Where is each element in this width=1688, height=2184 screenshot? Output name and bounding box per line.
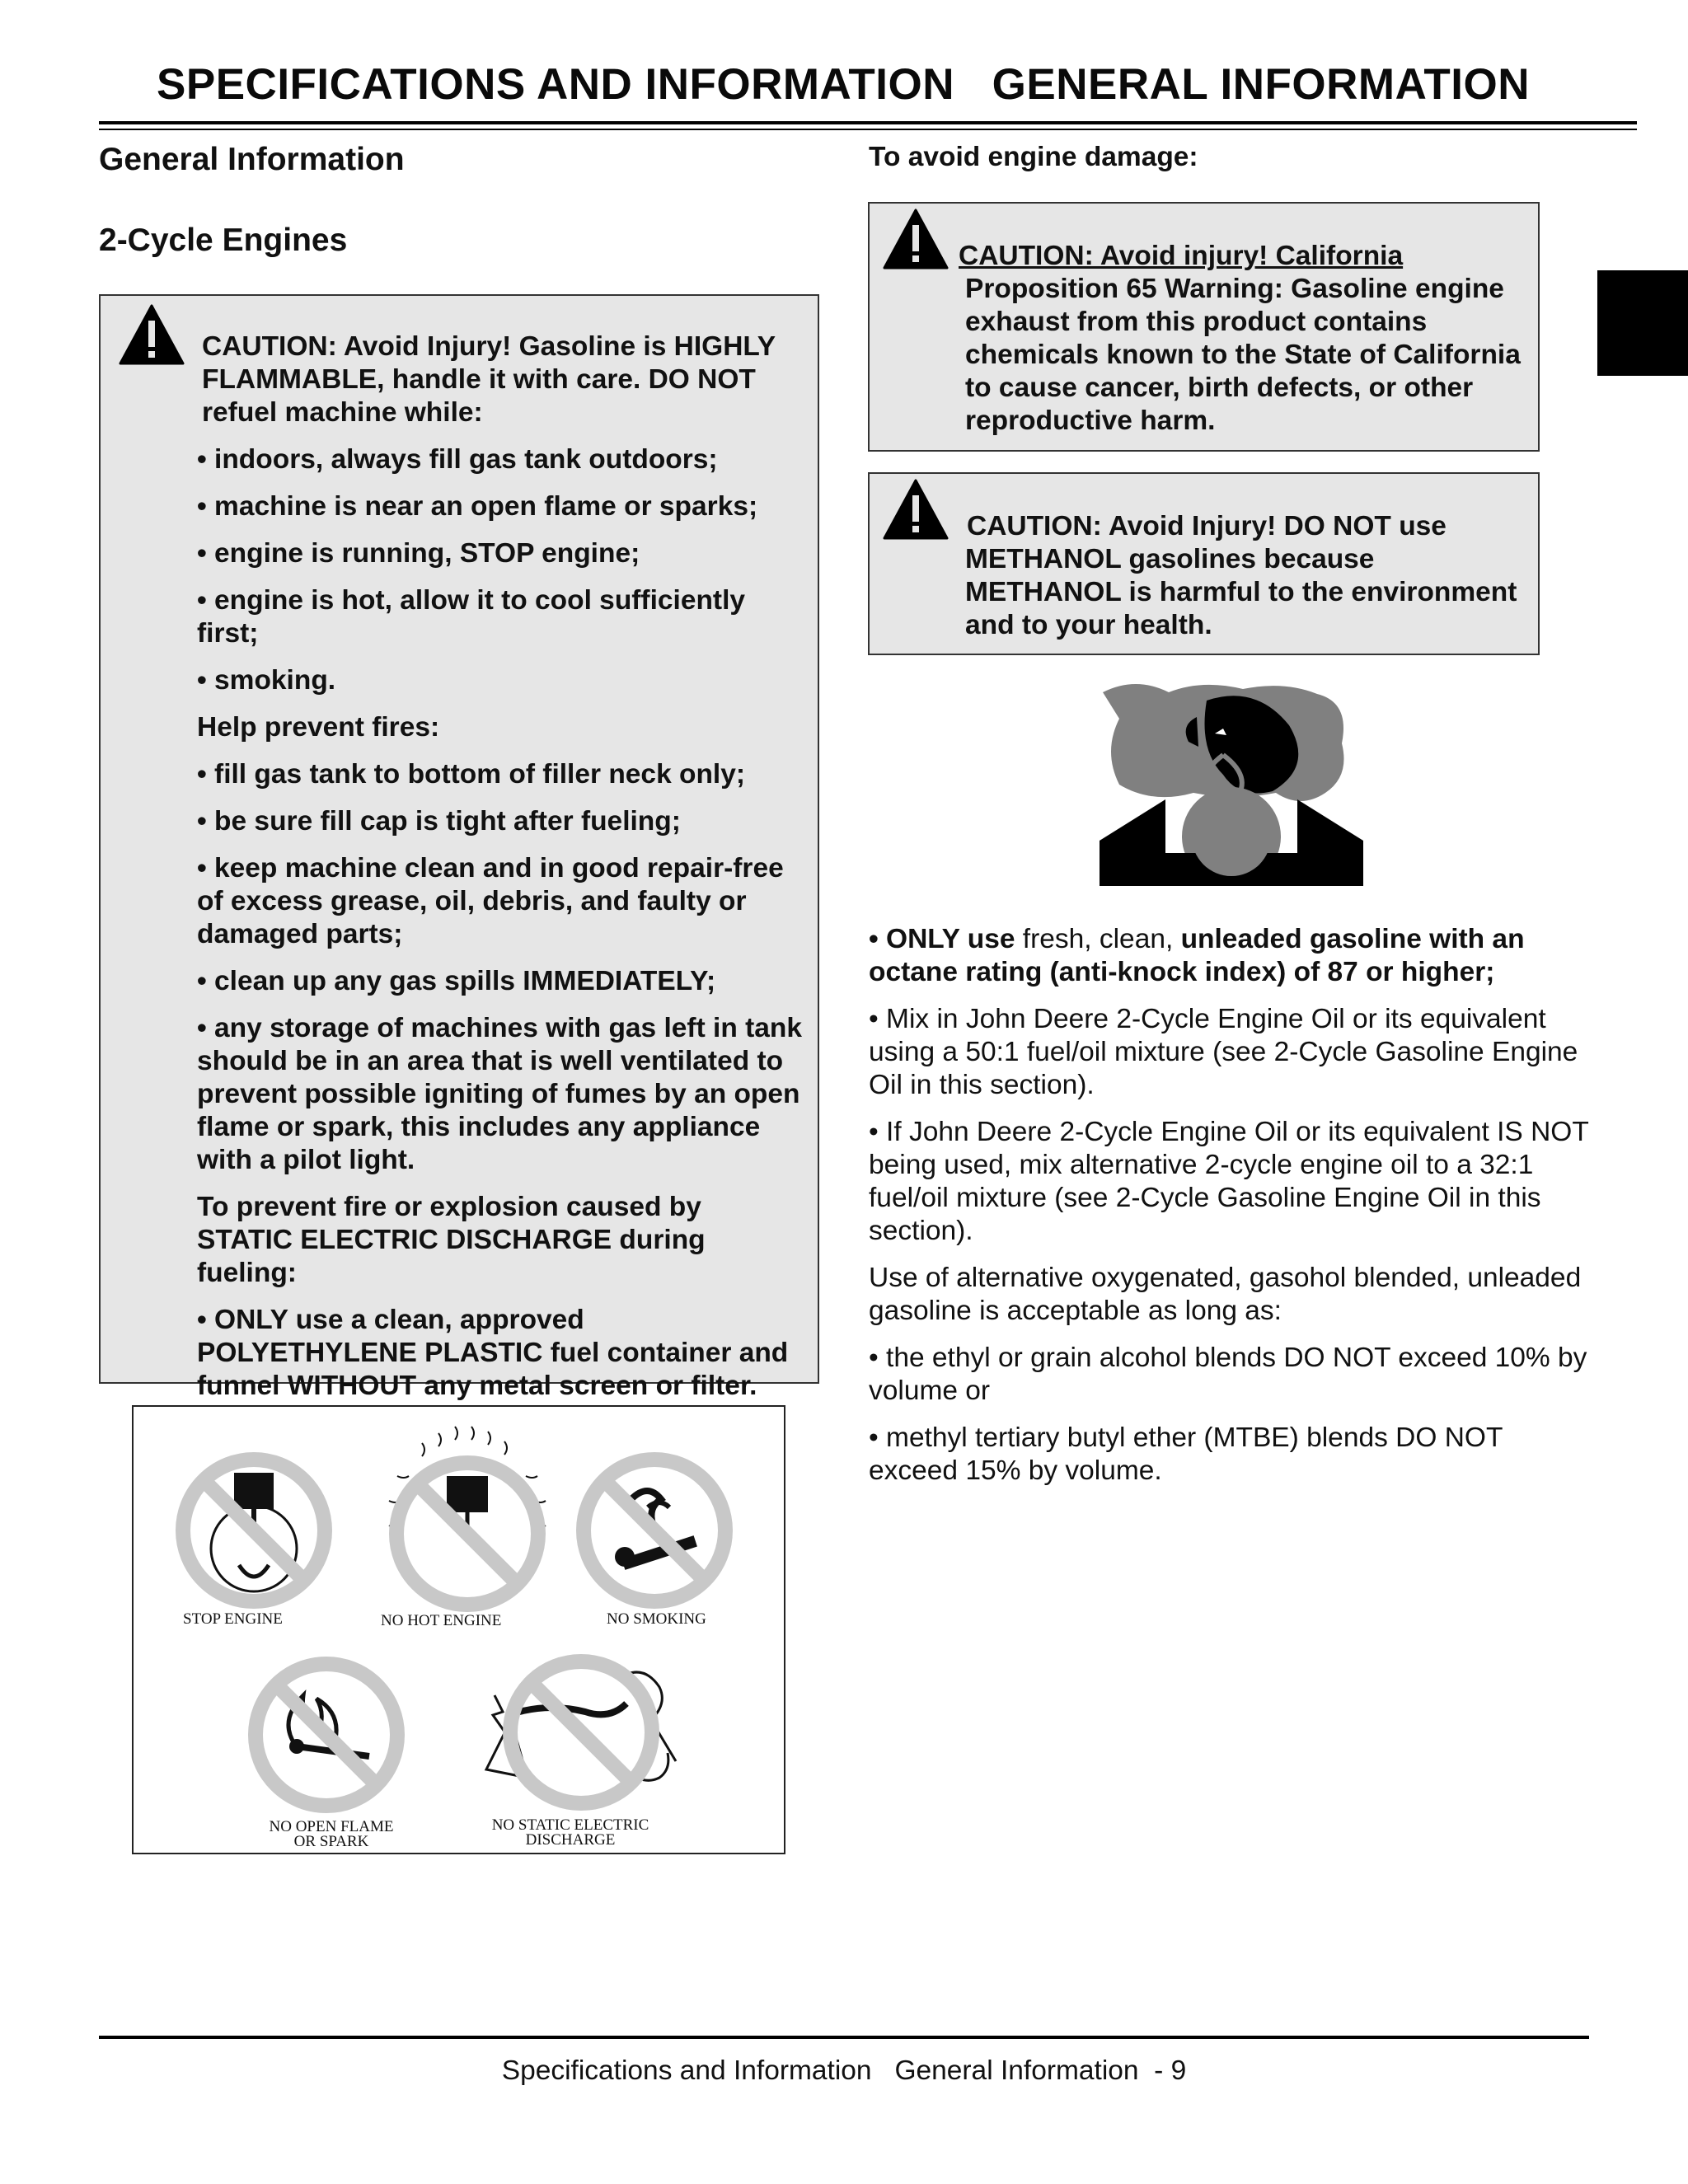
no-open-flame-label: NO OPEN FLAME — [269, 1818, 394, 1835]
static-discharge-label: To prevent fire or explosion caused by STATIC ELECTRIC DISCHARGE during fueling: — [197, 1192, 706, 1288]
section-tab-marker — [1597, 270, 1688, 376]
list-item: • be sure fill cap is tight after fueling; — [197, 806, 681, 837]
list-item: • clean up any gas spills IMMEDIATELY; — [197, 966, 716, 996]
list-item: • engine is hot, allow it to cool sufficiently first; — [197, 585, 746, 649]
bullet: • — [869, 924, 887, 954]
no-smoking-icon — [574, 1450, 735, 1611]
section-heading: General Information — [99, 142, 405, 177]
no-static-label: NO STATIC ELECTRIC — [491, 1816, 649, 1834]
no-hot-engine-icon — [373, 1418, 562, 1613]
caution-heading: CAUTION: Avoid Injury! DO NOT use — [967, 511, 1447, 541]
warning-icon — [883, 479, 949, 540]
page-footer: Specifications and Information General Information - 9 — [501, 2055, 1187, 2086]
caution-lead-text: CAUTION: Avoid Injury! Gasoline is HIGHLY FLAMMABLE, handle it with care. DO NOT refuel machine while: — [202, 331, 776, 428]
no-static-label-2: DISCHARGE — [525, 1831, 616, 1849]
warning-icon — [883, 209, 949, 269]
fuel-requirements-list — [869, 923, 1594, 1502]
only-use-text: ONLY use — [886, 924, 1015, 954]
no-static-discharge-icon — [462, 1646, 701, 1819]
warning-icon — [119, 304, 185, 365]
no-open-flame-icon — [246, 1654, 407, 1816]
fresh-clean-text: fresh, clean, — [1015, 924, 1181, 954]
no-hot-engine-label: NO HOT ENGINE — [381, 1612, 502, 1629]
caution-heading: CAUTION: Avoid injury! California — [959, 241, 1404, 271]
octane-text: unleaded gasoline with an octane rating (anti-knock index) of 87 or higher; — [869, 924, 1525, 987]
header-rule-thin — [99, 129, 1637, 130]
no-smoking-label: NO SMOKING — [607, 1610, 706, 1628]
caution-body: Proposition 65 Warning: Gasoline engine exhaust from this product contains chemicals known to the State of California to cause cancer, birth defects, or other reproductive harm. — [965, 274, 1521, 436]
list-item — [869, 923, 1594, 989]
no-open-flame-label-2: OR SPARK — [293, 1833, 369, 1850]
list-item: • any storage of machines with gas left in tank should be in an area that is well ventilated to prevent possible igniting of fumes by an open flame or spark, this includes any appliance with a pilot light. — [197, 1013, 803, 1175]
page-title: SPECIFICATIONS AND INFORMATION GENERAL INFORMATION — [157, 60, 1531, 109]
list-item: • smoking. — [197, 665, 336, 696]
list-item: • If John Deere 2-Cycle Engine Oil or its equivalent IS NOT being used, mix alternative 2-cycle engine oil to a 32:1 fuel/oil mixture (see 2-Cycle Gasoline Engine Oil in this section). — [869, 1117, 1589, 1246]
list-item: • keep machine clean and in good repair-free of excess grease, oil, debris, and faulty or damaged parts; — [197, 853, 784, 949]
stop-engine-label: STOP ENGINE — [183, 1610, 283, 1628]
list-item: • ONLY use a clean, approved POLYETHYLENE PLASTIC fuel container and funnel WITHOUT any metal screen or filter. — [197, 1305, 789, 1401]
list-item: • indoors, always fill gas tank outdoors; — [197, 444, 718, 475]
engine-damage-heading: To avoid engine damage: — [869, 142, 1198, 172]
footer-rule — [99, 2036, 1589, 2039]
list-item: • the ethyl or grain alcohol blends DO NOT exceed 10% by volume or — [869, 1343, 1587, 1406]
list-item: • engine is running, STOP engine; — [197, 538, 640, 569]
caution-body — [197, 330, 803, 1417]
paragraph: Use of alternative oxygenated, gasohol blended, unleaded gasoline is acceptable as long as: — [869, 1263, 1582, 1326]
stop-engine-icon — [173, 1450, 335, 1611]
caution-box-flammable — [99, 294, 819, 1401]
caution-box-methanol — [868, 472, 1540, 655]
safety-pictogram-figure — [132, 1405, 785, 1854]
subsection-heading: 2-Cycle Engines — [99, 223, 348, 258]
caution-body: METHANOL gasolines because METHANOL is harmful to the environment and to your health. — [965, 544, 1517, 640]
list-item: • methyl tertiary butyl ether (MTBE) blends DO NOT exceed 15% by volume. — [869, 1422, 1503, 1486]
caution-box-prop65 — [868, 202, 1540, 452]
list-item: • fill gas tank to bottom of filler neck only; — [197, 759, 746, 790]
header-rule — [99, 121, 1637, 124]
help-prevent-fires-label: Help prevent fires: — [197, 712, 440, 743]
list-item: • Mix in John Deere 2-Cycle Engine Oil or its equivalent using a 50:1 fuel/oil mixture (see 2-Cycle Gasoline Engine Oil in this section). — [869, 1004, 1578, 1100]
toxic-fumes-icon — [1100, 676, 1363, 886]
list-item: • machine is near an open flame or sparks; — [197, 491, 758, 522]
